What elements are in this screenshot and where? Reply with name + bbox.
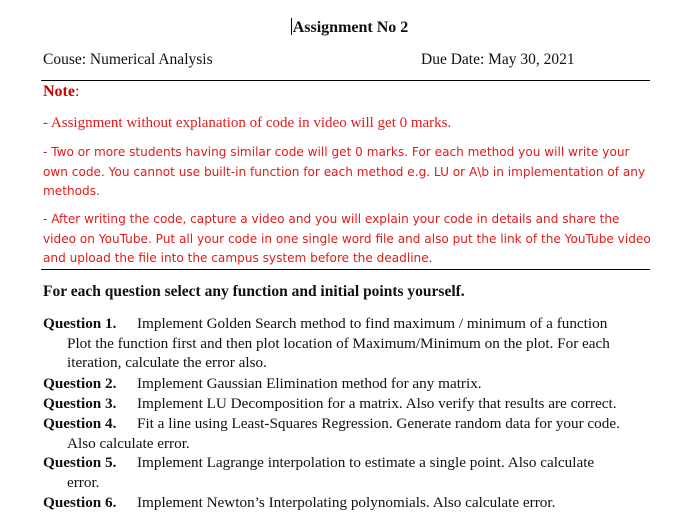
question-text: Implement LU Decomposition for a matrix. Also verify that results are correct.: [137, 395, 617, 412]
question-text: Implement Gaussian Elimination method for any matrix.: [137, 375, 482, 392]
question-label: Question 3.: [43, 395, 117, 412]
due-date: Due Date: May 30, 2021: [421, 51, 575, 68]
question-text: Implement Lagrange interpolation to estimate a single point. Also calculate: [137, 454, 595, 471]
note-item-2: - Two or more students having similar code will get 0 marks. For each method you will write your own code. You cannot use built-in function for each method e.g. LU or A\b in implementation of any methods.: [43, 145, 646, 198]
question-1: [43, 314, 658, 373]
note-colon: :: [74, 83, 80, 100]
instruction-text: For each question select any function and initial points yourself.: [43, 283, 465, 300]
text-cursor: [291, 18, 292, 35]
question-label: Question 6.: [43, 494, 117, 511]
note-item-3: - After writing the code, capture a video and you will explain your code in details and share the video on YouTube. Put all your code in one single word file and also put the link of the YouTube video and upload the file into the campus system before the deadline.: [43, 212, 651, 265]
document-title: [0, 18, 699, 37]
note-item-1: - Assignment without explanation of code in video will get 0 marks.: [43, 115, 452, 131]
title-text: Assignment No 2: [292, 19, 409, 36]
bottom-divider: [41, 269, 650, 270]
question-4: [43, 414, 658, 453]
question-label: Question 1.: [43, 315, 117, 332]
question-label: Question 2.: [43, 375, 117, 392]
question-continuation: error.: [67, 473, 100, 491]
question-2: [43, 374, 658, 394]
question-3: [43, 394, 658, 414]
question-continuation: Also calculate error.: [67, 434, 190, 452]
question-continuation: Plot the function first and then plot location of Maximum/Minimum on the plot. For each iteration, calculate the error also.: [67, 334, 610, 372]
note-heading: [43, 83, 79, 101]
question-text: Fit a line using Least-Squares Regression. Generate random data for your code.: [137, 415, 620, 432]
course-name: Couse: Numerical Analysis: [43, 51, 213, 68]
note-label: Note: [43, 83, 75, 100]
question-label: Question 5.: [43, 454, 117, 471]
question-text: Implement Golden Search method to find maximum / minimum of a function: [137, 315, 608, 332]
top-divider: [41, 80, 650, 81]
question-5: [43, 453, 658, 492]
question-6: [43, 493, 658, 513]
question-text: Implement Newton’s Interpolating polynomials. Also calculate error.: [137, 494, 556, 511]
question-label: Question 4.: [43, 415, 117, 432]
